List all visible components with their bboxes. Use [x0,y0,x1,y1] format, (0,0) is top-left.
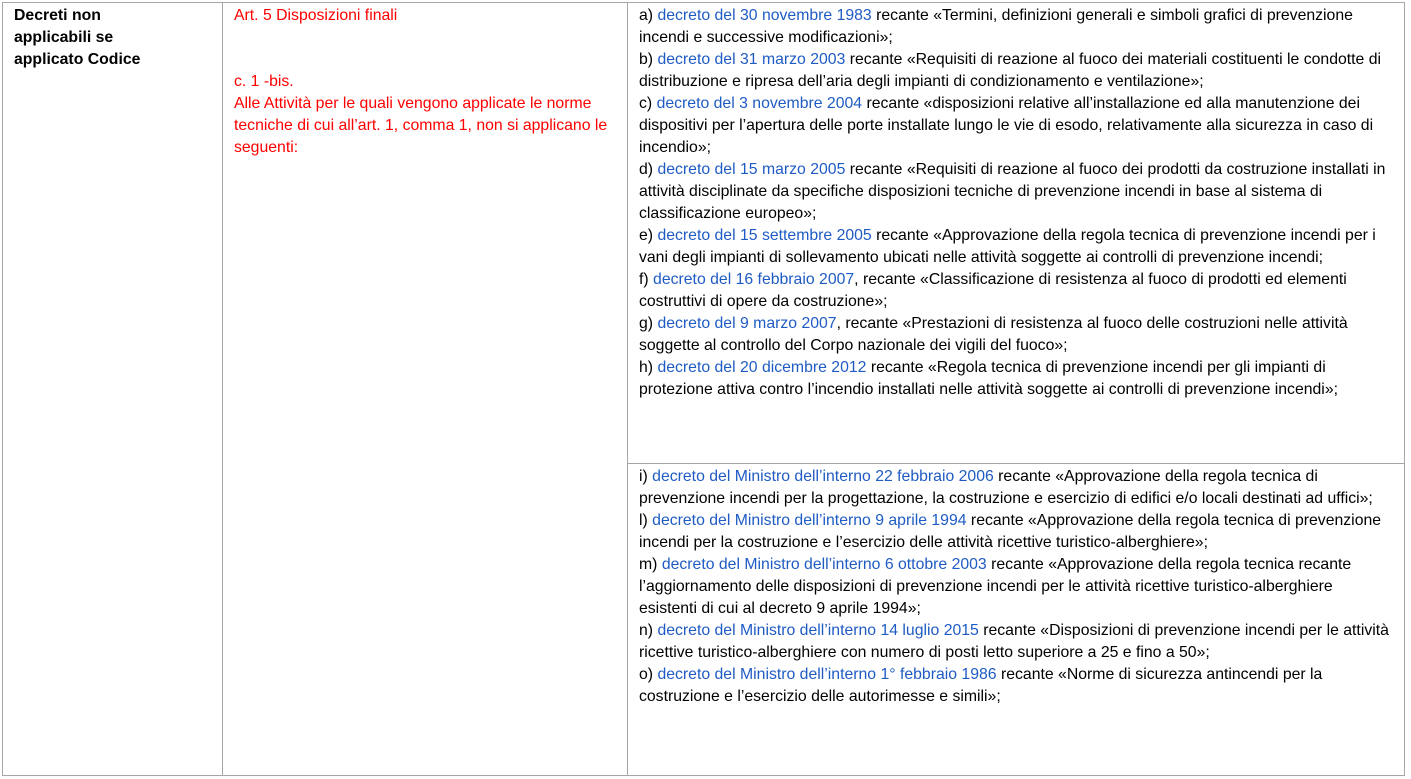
decree-item [639,225,1394,269]
decree-item [639,159,1394,225]
decree-link[interactable]: decreto del Ministro dell’interno 14 luglio 2015 [657,622,979,639]
decree-link[interactable]: decreto del 15 settembre 2005 [657,227,872,244]
article-title: Art. 5 Disposizioni finali [234,7,398,24]
table-cell-decrees-a-h [628,3,1404,464]
decree-text: recante «Approvazione della regola tecnica recante l’aggiornamento delle disposizioni di prevenzione incendi per le attività ricettive turistico-alberghiere esistenti di cui al decreto 9 aprile 1994»; [639,556,1352,617]
decree-item [639,510,1394,554]
decree-link[interactable]: decreto del Ministro dell’interno 9 aprile 1994 [652,512,967,529]
decree-letter: m) [639,556,662,573]
table-cell-decrees-i-o [628,464,1404,775]
table-cell-article [223,3,628,775]
decree-item [639,554,1394,620]
decree-text: recante «Approvazione della regola tecnica di prevenzione incendi per la progettazione, la costruzione e esercizio di edifici e/o locali destinati ad uffici»; [639,468,1373,507]
decree-item [639,664,1394,708]
decree-letter: c) [639,95,657,112]
decree-text: recante «Regola tecnica di prevenzione incendi per gli impianti di protezione attiva contro l’incendio installati nelle attività soggette ai controlli di prevenzione incendi»; [639,359,1338,398]
decree-text: recante «Termini, definizioni generali e simboli grafici di prevenzione incendi e successive modificazioni»; [639,7,1353,46]
decree-item [639,49,1394,93]
decree-text: recante «Approvazione della regola tecnica di prevenzione incendi per i vani degli impianti di sollevamento ubicati nelle attività soggette ai controlli di prevenzione incendi; [639,227,1376,266]
comma-label: c. 1 -bis. [234,73,294,90]
decree-item [639,357,1394,401]
decree-letter: l) [639,512,653,529]
table-cell-heading [3,3,223,775]
decree-link[interactable]: decreto del 9 marzo 2007 [657,315,837,332]
decree-letter: h) [639,359,658,376]
decree-letter: d) [639,161,658,178]
decree-letter: g) [639,315,658,332]
decree-text: recante «Requisiti di reazione al fuoco dei prodotti da costruzione installati in attività disciplinate da specifiche disposizioni tecniche di prevenzione incendi in base al sistema di classificazione europeo»; [639,161,1386,222]
row-heading: Decreti non applicabili se applicato Codice [14,7,141,68]
article-gap [234,27,617,71]
decree-letter: b) [639,51,658,68]
decree-link[interactable]: decreto del Ministro dell’interno 22 febbraio 2006 [652,468,994,485]
decree-text: , recante «Prestazioni di resistenza al fuoco delle costruzioni nelle attività soggette al controllo del Corpo nazionale dei vigili del fuoco»; [639,315,1348,354]
decree-link[interactable]: decreto del 15 marzo 2005 [657,161,846,178]
decree-letter: n) [639,622,658,639]
decree-text: recante «Requisiti di reazione al fuoco dei materiali costituenti le condotte di distribuzione e ripresa dell’aria degli impianti di condizionamento e ventilazione»; [639,51,1382,90]
decree-item [639,5,1394,49]
decree-link[interactable]: decreto del Ministro dell’interno 6 ottobre 2003 [661,556,987,573]
article-body: Alle Attività per le quali vengono applicate le norme tecniche di cui all’art. 1, comma 1, non si applicano le seguenti: [234,95,608,156]
decree-link[interactable]: decreto del 31 marzo 2003 [657,51,846,68]
decree-item [639,313,1394,357]
decree-link[interactable]: decreto del 20 dicembre 2012 [657,359,867,376]
decree-item [639,620,1394,664]
decrees-table [2,2,1405,776]
decree-link[interactable]: decreto del 16 febbraio 2007 [653,271,855,288]
decree-item [639,466,1394,510]
decree-link[interactable]: decreto del Ministro dell’interno 1° febbraio 1986 [657,666,997,683]
decree-text: recante «Approvazione della regola tecnica di prevenzione incendi per la costruzione e l’esercizio delle attività ricettive turistico-alberghiere»; [639,512,1382,551]
decree-letter: e) [639,227,658,244]
decree-item [639,93,1394,159]
decree-text: recante «Norme di sicurezza antincendi per la costruzione e l’esercizio delle autorimesse e simili»; [639,666,1323,705]
decree-link[interactable]: decreto del 3 novembre 2004 [656,95,863,112]
decree-item [639,269,1394,313]
decree-text: recante «disposizioni relative all’installazione ed alla manutenzione dei dispositivi per l’apertura delle porte installate lungo le vie di esodo, relativamente alla sicurezza in caso di incendio»; [639,95,1374,156]
decree-link[interactable]: decreto del 30 novembre 1983 [657,7,872,24]
decree-letter: f) [639,271,654,288]
decree-letter: o) [639,666,658,683]
decree-letter: i) [639,468,653,485]
decree-text: recante «Disposizioni di prevenzione incendi per le attività ricettive turistico-alberghiere con numero di posti letto superiore a 25 e fino a 50»; [639,622,1389,661]
decree-text: , recante «Classificazione di resistenza al fuoco di prodotti ed elementi costruttivi di opere da costruzione»; [639,271,1347,310]
decree-letter: a) [639,7,658,24]
